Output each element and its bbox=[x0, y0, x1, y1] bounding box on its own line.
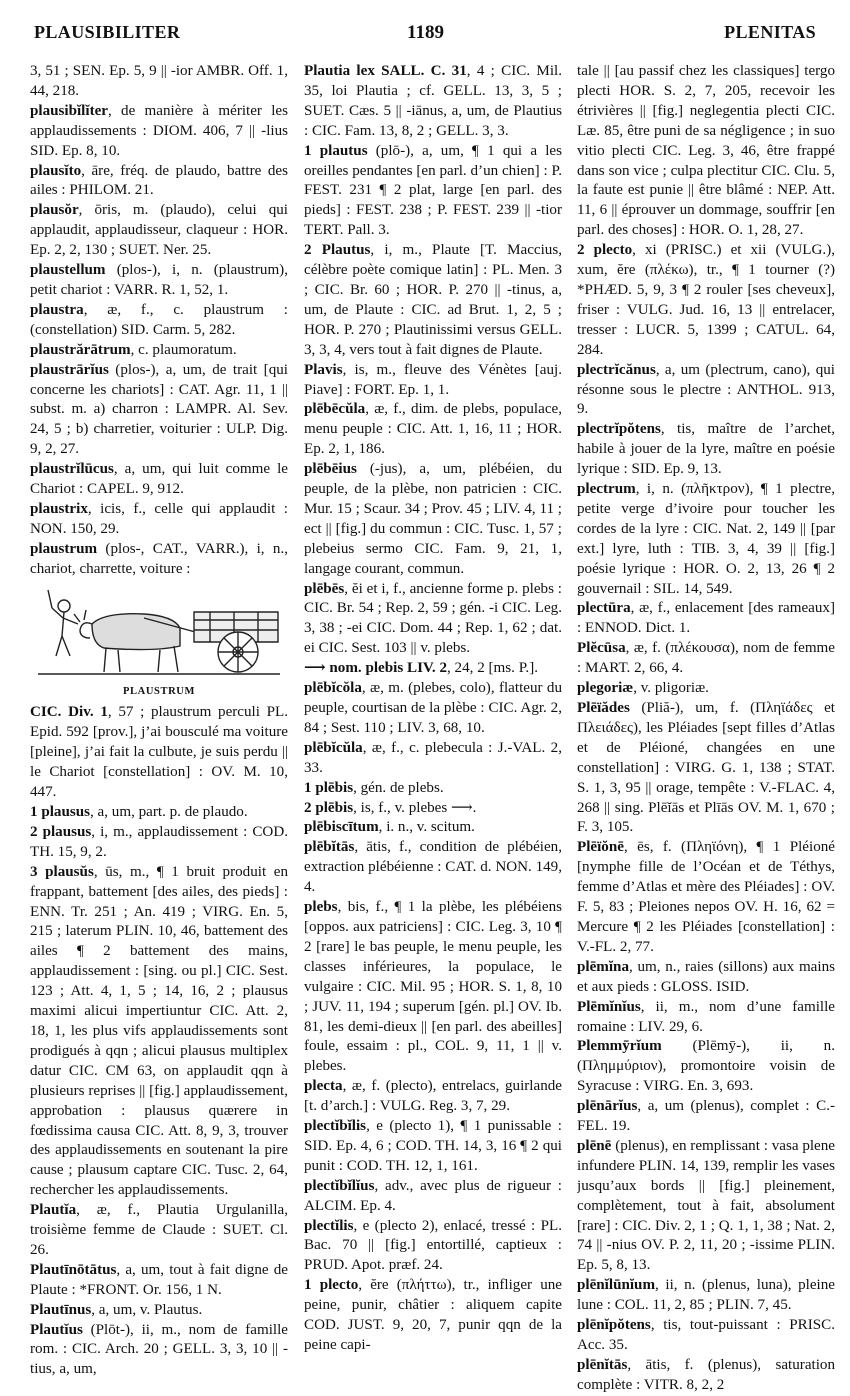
dictionary-entry: 2 plausus, i, m., applaudissement : COD. TH. 15, 9, 2. bbox=[30, 823, 288, 860]
dictionary-entry: 1 plautus (plō-), a, um, ¶ 1 qui a les oreilles pendantes [en parl. d’un chien] : P. FEST. 231 ¶ 2 plat, large [en parl. des pieds] : FEST. 238 ; P. FEST. 239 || -tior TERT. Pall. 3. bbox=[304, 142, 562, 239]
dictionary-entry: plēnārĭus, a, um (plenus), complet : C.-FEL. 19. bbox=[577, 1098, 835, 1135]
dictionary-entry: 1 plecto, ĕre (πλήττω), tr., infliger une peine, punir, châtier : aliquem capite COD. JUST. 9, 20, 7, punir qqn de la peine capi- bbox=[304, 1277, 562, 1353]
dictionary-entry: plaustrărātrum, c. plaumoratum. bbox=[30, 341, 237, 358]
dictionary-entry: 2 plēbis, is, f., v. plebes ⟶. bbox=[304, 799, 477, 816]
dictionary-entry: plēbĭtās, ātis, f., condition de plébéien, extraction plébéienne : CAT. d. NON. 149, 4. bbox=[304, 839, 562, 896]
dictionary-entry: Plēïădes (Pliă-), um, f. (Πληϊάδες et Πλειάδες), les Pléiades [sept filles d’Atlas et de Pléioné, changées en une constellation] : VIRG. G. 1, 138 ; STAT. S. 1, 3, 95 || orage, tempête : V.-FLAC. 4, 268 || sing. Plēĭās et Plīās OV. M. 1, 670 ; F. 3, 105. bbox=[577, 700, 835, 836]
page-number: 1189 bbox=[407, 22, 444, 43]
header-right-guide-word: PLENITAS bbox=[724, 22, 816, 42]
dictionary-entry: plaustrĭlūcus, a, um, qui luit comme le Chariot : CAPEL. 9, 912. bbox=[30, 461, 288, 498]
dictionary-entry: Plĕcūsa, æ, f. (πλέκουσα), nom de femme : MART. 2, 66, 4. bbox=[577, 640, 835, 677]
dictionary-entry: plēbēius (-jus), a, um, plébéien, du peuple, de la plèbe, non patricien : CIC. Mur. 15 ; Scaur. 34 ; Prov. 45 ; LIV. 4, 11 ; ect || [fig.] du commun : CIC. Tusc. 1, 57 ; plebeius sermo CIC. Fam. 9, 21, 1, langage courant, commun. bbox=[304, 461, 562, 577]
dictionary-entry: CIC. Div. 1, 57 ; plaustrum perculi PL. Epid. 592 [prov.], j’ai bousculé ma voiture [pleine], j’ai fait la culbute, je suis perdu || le Chariot [constellation] : OV. M. 10, 447. bbox=[30, 704, 288, 801]
dictionary-entry: 2 plecto, xi (PRISC.) et xii (VULG.), xum, ĕre (πλέκω), tr., ¶ 1 tourner (?) *PHÆD. 5, 9, 3 ¶ 2 rouler [ses cheveux], friser : VULG. Jud. 16, 13 || entrelacer, tresser : LUCR. 5, 1399 ; CATUL. 64, 284. bbox=[577, 242, 835, 358]
dictionary-entry: plausŏr, ōris, m. (plaudo), celui qui applaudit, applaudisseur, claqueur : HOR. Ep. 2, 2, 130 ; SUET. Ner. 25. bbox=[30, 202, 288, 259]
dictionary-entry: plēmĭna, um, n., raies (sillons) aux mains et aux pieds : GLOSS. ISID. bbox=[577, 958, 835, 995]
dictionary-entry: 2 Plautus, i, m., Plaute [T. Maccius, célèbre poète comique latin] : PL. Men. 3 ; CIC. Br. 60 ; HOR. P. 270 || -tinus, a, um, de Plaute : CIC. ad Brut. 1, 2, 5 ; HOR. P. 270 ; Plautinissimi versus GELL. 3, 3, 4, vers tout à fait dignes de Plaute. bbox=[304, 242, 562, 358]
dictionary-entry: plēbĭcŭla, æ, f., c. plebecula : J.-VAL. 2, 33. bbox=[304, 739, 562, 776]
dictionary-entry: plectrĭpŏtens, tis, maître de l’archet, habile à jouer de la lyre, maître en poésie lyrique : SID. Ep. 9, 13. bbox=[577, 421, 835, 478]
dictionary-entry: plaustra, æ, f., c. plaustrum : (constellation) SID. Carm. 5, 282. bbox=[30, 301, 288, 338]
dictionary-entry: plaustellum (plos-), i, n. (plaustrum), petit chariot : VARR. R. 1, 52, 1. bbox=[30, 262, 288, 298]
column-3 bbox=[577, 62, 835, 1396]
column-1 bbox=[30, 62, 288, 1380]
dictionary-entry: 1 plēbis, gén. de plebs. bbox=[304, 779, 444, 796]
dictionary-entry: plēnĭlūnĭum, ii, n. (plenus, luna), pleine lune : COL. 11, 2, 85 ; PLIN. 7, 45. bbox=[577, 1277, 835, 1314]
ox-cart-engraving bbox=[34, 584, 284, 680]
header-left-guide-word: PLAUSIBILITER bbox=[34, 22, 181, 42]
dictionary-entry: plēbĭcŏla, æ, m. (plebes, colo), flatteur du peuple, courtisan de la plèbe : CIC. Agr. 2, 84 ; Sest. 110 ; LIV. 3, 68, 10. bbox=[304, 680, 562, 736]
dictionary-entry: plēbiscītum, i. n., v. scitum. bbox=[304, 819, 475, 836]
dictionary-entry: Plautĭa, æ, f., Plautia Urgulanilla, troisième femme de Claude : SUET. Cl. 26. bbox=[30, 1202, 288, 1258]
dictionary-entry: Plautia lex SALL. C. 31, 4 ; CIC. Mil. 35, loi Plautia ; cf. GELL. 13, 3, 5 ; SUET. Cæs. 5 || -iānus, a, um, de Plautius : CIC. Fam. 13, 8, 2 ; GELL. 3, 3. bbox=[304, 63, 562, 139]
dictionary-entry: Plavis, is, m., fleuve des Vénètes [auj. Piave] : FORT. Ep. 1, 1. bbox=[304, 361, 562, 398]
dictionary-entry: plaustrum (plos-, CAT., VARR.), i, n., chariot, charrette, voiture : bbox=[30, 540, 288, 577]
dictionary-entry: plausĭto, āre, fréq. de plaudo, battre des ailes : PHILOM. 21. bbox=[30, 162, 288, 199]
dictionary-entry: Plēmĭnĭus, ii, m., nom d’une famille romaine : LIV. 29, 6. bbox=[577, 998, 835, 1035]
dictionary-entry: plēnĭtās, ātis, f. (plenus), saturation complète : VITR. 8, 2, 2 bbox=[577, 1356, 835, 1393]
dictionary-entry: Plemmȳrĭum (Plēmȳ-), ii, n. (Πλημμύριον), promontoire voisin de Syracuse : VIRG. En. 3, 693. bbox=[577, 1038, 835, 1095]
dictionary-entry: Plautīnus, a, um, v. Plautus. bbox=[30, 1301, 203, 1318]
dictionary-entry: ⟶ nom. plebis LIV. 2, 24, 2 [ms. P.]. bbox=[304, 660, 538, 677]
dictionary-entry: plēbēs, ĕi et i, f., ancienne forme p. plebs : CIC. Br. 54 ; Rep. 2, 59 ; gén. -i CIC. Leg. 3, 38 ; -ei CIC. Dom. 44 ; Rep. 1, 62 ; dat. ei CIC. Sest. 103 || v. plebs. bbox=[304, 580, 562, 657]
dictionary-entry: Plautīnōtātus, a, um, tout à fait digne de Plaute : *FRONT. Or. 156, 1 N. bbox=[30, 1261, 288, 1298]
dictionary-entry: 3, 51 ; SEN. Ep. 5, 9 || -ior AMBR. Off. 1, 44, 218. bbox=[30, 63, 288, 99]
dictionary-entry: Plēïŏnē, ēs, f. (Πληϊόνη), ¶ 1 Pléioné [nymphe fille de l’Océan et de Téthys, femme d’Atlas et mère des Pléiades] : OV. F. 5, 83 ; Pleiones nepos OV. H. 16, 62 = Mercure ¶ 2 les Pléiades [constellation] : V.-FL. 2, 77. bbox=[577, 839, 835, 955]
dictionary-entry: plectĭbĭlĭus, adv., avec plus de rigueur : ALCIM. Ep. 4. bbox=[304, 1177, 562, 1214]
dictionary-entry: plaustrix, icis, f., celle qui applaudit : NON. 150, 29. bbox=[30, 500, 288, 537]
dictionary-entry: plēnĭpŏtens, tis, tout-puissant : PRISC. Acc. 35. bbox=[577, 1317, 835, 1353]
plaustrum-illustration bbox=[30, 584, 288, 702]
dictionary-entry: Plautĭus (Plōt-), ii, m., nom de famille rom. : CIC. Arch. 20 ; GELL. 3, 3, 10 || -tius, a, um, bbox=[30, 1321, 288, 1378]
dictionary-entry: plectĭlis, e (plecto 2), enlacé, tressé : PL. Bac. 70 || [fig.] entortillé, captieux : PRUD. Apot. præf. 24. bbox=[304, 1217, 562, 1274]
dictionary-entry: tale || [au passif chez les classiques] tergo plecti HOR. S. 2, 7, 205, recevoir les étrivières || [fig.] neglegentia plecti CIC. Læ. 85, être puni de sa négligence ; in suo vitio plecti CIC. Leg. 3, 46, être frappé dans son vice ; culpa plectitur CIC. Clu. 5, la faute est punie || être blâmé : NEP. Att. 11, 6 || éprouver un dommage, souffrir [en parl. des choses] : HOR. O. 1, 28, 27. bbox=[577, 63, 835, 239]
dictionary-entry: plecta, æ, f. (plecto), entrelacs, guirlande [t. d’arch.] : VULG. Reg. 3, 7, 29. bbox=[304, 1078, 562, 1115]
dictionary-entry: plaustrārĭus (plos-), a, um, de trait [qui concerne les chariots] : CAT. Agr. 11, 1 || subst. m. a) charron : LAMPR. Al. Sev. 24, 5 ; b) charretier, voiturier : ULP. Dig. 9, 2, 27. bbox=[30, 361, 288, 458]
dictionary-entry: plegoriæ, v. pligoriæ. bbox=[577, 680, 709, 697]
dictionary-entry: plēnē (plenus), en remplissant : vasa plene infundere PLIN. 14, 139, remplir les vases jusqu’aux bords || [fig.] pleinement, complètement, tout à fait, absolument [rare] : CIC. Div. 2, 1 ; Q. 1, 1, 38 ; Nat. 2, 74 || -nius OV. P. 2, 11, 20 ; -issime PLIN. Ep. 5, 8, 13. bbox=[577, 1137, 835, 1274]
dictionary-entry: plectrĭcănus, a, um (plectrum, cano), qui résonne sous le plectre : ANTHOL. 913, 9. bbox=[577, 361, 835, 418]
dictionary-entry: 3 plausŭs, ūs, m., ¶ 1 bruit produit en frappant, battement [des ailes, des pieds] : ENN. Tr. 251 ; An. 419 ; VIRG. En. 5, 215 ; laterum PLIN. 10, 46, battement des ailes ¶ 2 battement des mains, applaudissement : [sing. ou pl.] CIC. Sest. 123 ; Att. 4, 1, 5 ; 14, 16, 2 ; plausus maximi alicui impertiuntur CIC. Att. 2, 18, 1, les plus vifs applaudissements sont prodigués à qqn ; alicui plausus multiplex datur CIC. CM 63, on applaudit qqn à plusieurs reprises || [fig.] applaudissement, approbation : plausus quærere in fœdissima causa CIC. Att. 8, 9, 3, trouver des applaudissements en soutenant la pire cause ; plausum captare CIC. Tusc. 2, 64, rechercher les applaudissements. bbox=[30, 863, 288, 1199]
dictionary-entry: plausibĭlĭter, de manière à mériter les applaudissements : DIOM. 406, 7 || -lius SID. Ep. 8, 10. bbox=[30, 102, 288, 159]
column-2 bbox=[304, 62, 562, 1356]
dictionary-entry: plēbēcŭla, æ, f., dim. de plebs, populace, menu peuple : CIC. Att. 1, 16, 11 ; HOR. Ep. 2, 1, 186. bbox=[304, 401, 562, 458]
dictionary-entry: plectūra, æ, f., enlacement [des rameaux] : ENNOD. Dict. 1. bbox=[577, 600, 835, 637]
dictionary-entry: 1 plausus, a, um, part. p. de plaudo. bbox=[30, 804, 248, 820]
illustration-caption: PLAUSTRUM bbox=[123, 685, 195, 697]
running-header bbox=[0, 22, 850, 48]
dictionary-entry: plectrum, i, n. (πλῆκτρον), ¶ 1 plectre, petite verge d’ivoire pour toucher les cordes de la lyre : CIC. Nat. 2, 149 || [par ext.] lyre, luth : TIB. 3, 4, 39 || [fig.] poésie lyrique : HOR. O. 2, 13, 26 ¶ 2 gouvernail : SIL. 14, 549. bbox=[577, 481, 835, 597]
dictionary-entry: plebs, bis, f., ¶ 1 la plèbe, les plébéiens [oppos. aux patriciens] : CIC. Leg. 3, 10 ¶ 2 [rare] le bas peuple, le menu peuple, les classes inférieures, la populace, le vulgaire : CIC. Mil. 95 ; HOR. S. 1, 8, 10 ; JUV. 11, 194 ; superum [gén. pl.] OV. Ib. 81, les demi-dieux || [en parl. des abeilles] foule, essaim : pl., COL. 9, 11, 1 || v. plebes. bbox=[304, 899, 562, 1075]
dictionary-entry: plectĭbĭlis, e (plecto 1), ¶ 1 punissable : SID. Ep. 4, 6 ; COD. TH. 14, 3, 16 ¶ 2 qui punit : COD. TH. 12, 1, 161. bbox=[304, 1118, 562, 1174]
